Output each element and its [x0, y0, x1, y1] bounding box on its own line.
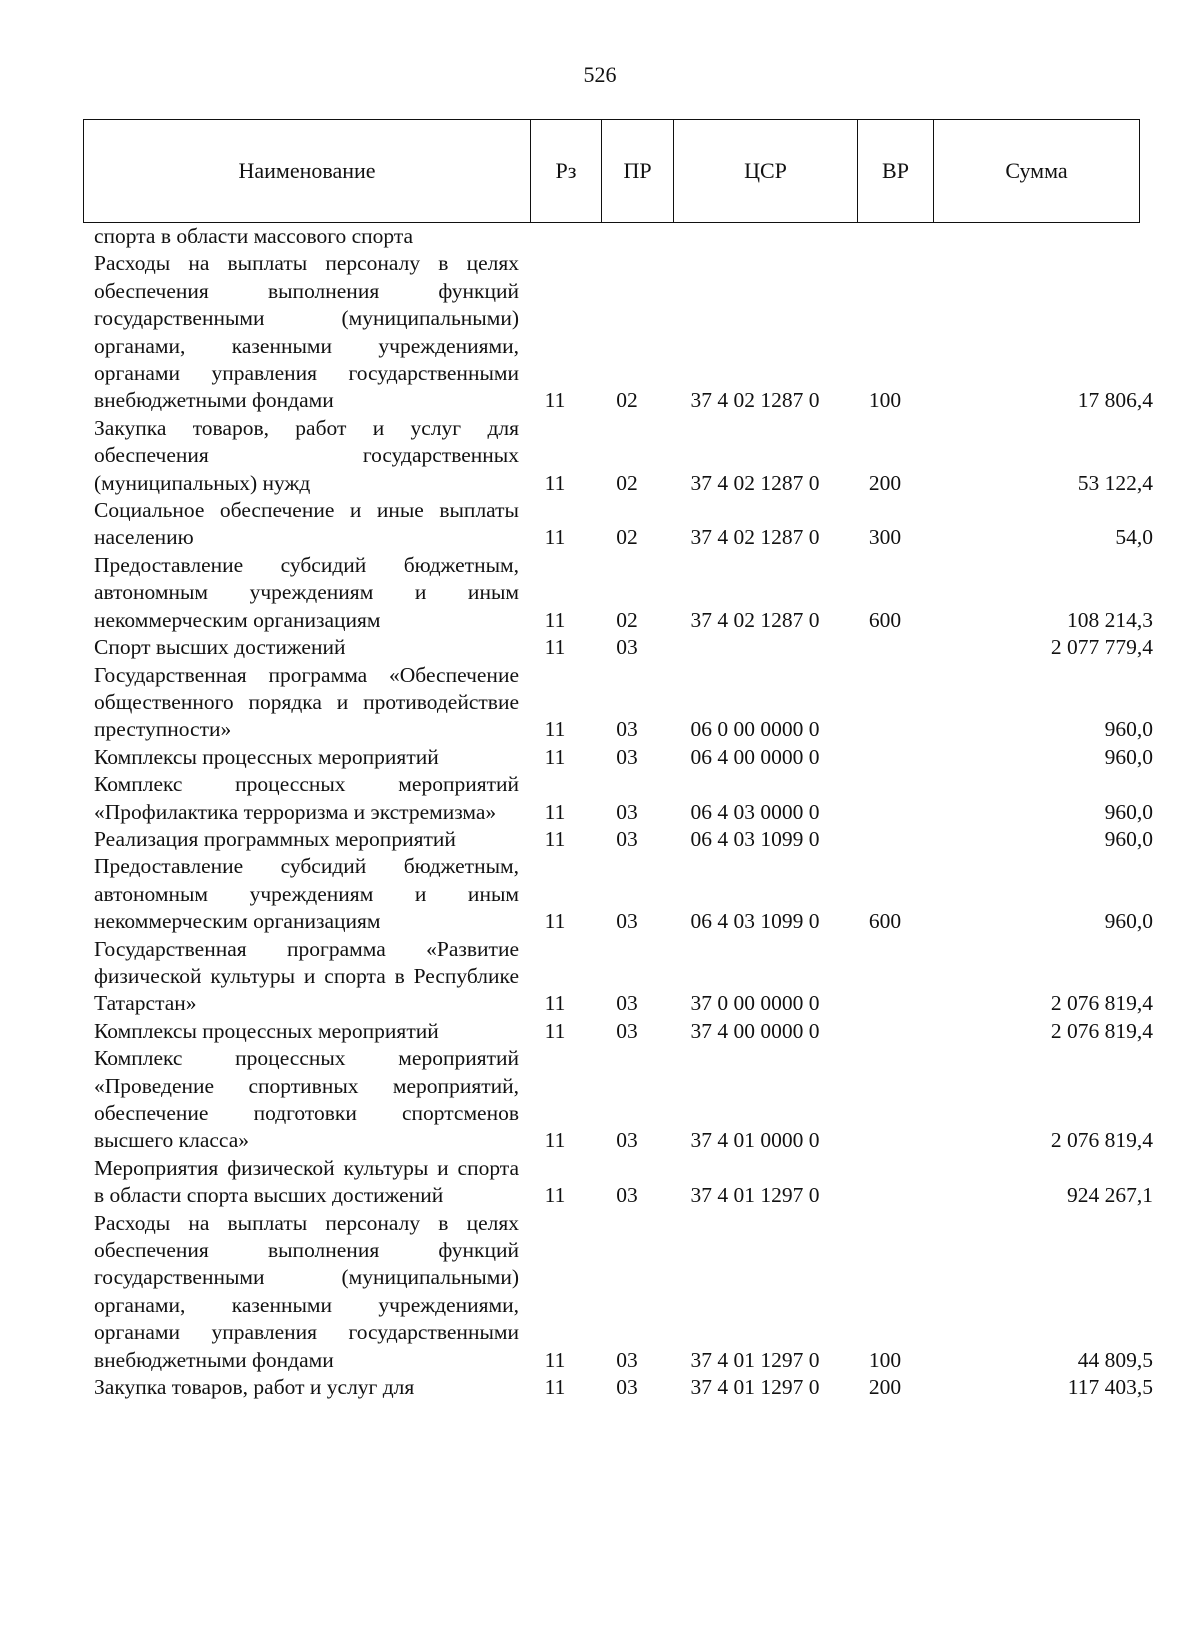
row-vr: 600 — [868, 909, 902, 934]
row-sum: 17 806,4 — [1077, 388, 1153, 413]
table-row — [0, 744, 1200, 771]
row-pr: 03 — [616, 1375, 638, 1400]
row-pr: 02 — [616, 607, 638, 632]
row-sum: 2 076 819,4 — [1050, 1018, 1153, 1043]
row-name: Спорт высших достижений — [94, 635, 346, 660]
row-csr: 37 4 01 1297 0 — [690, 1347, 820, 1372]
row-csr: 06 0 00 0000 0 — [690, 717, 820, 742]
header-vr: ВР — [857, 120, 933, 222]
row-sum: 108 214,3 — [1067, 607, 1153, 632]
row-sum: 960,0 — [1104, 909, 1153, 934]
row-sum: 53 122,4 — [1077, 470, 1153, 495]
row-pr: 03 — [616, 799, 638, 824]
table-row — [0, 223, 1200, 250]
row-name: спорта в области массового спорта — [94, 224, 414, 248]
row-sum: 924 267,1 — [1067, 1183, 1153, 1208]
row-pr: 03 — [616, 991, 638, 1016]
row-sum: 54,0 — [1115, 525, 1153, 550]
header-name: Наименование — [238, 158, 376, 183]
row-sum: 960,0 — [1104, 799, 1153, 824]
table-row — [0, 552, 1200, 634]
table-row — [0, 634, 1200, 661]
row-name: Предоставление субсидий бюджетным, автономным учреждениям и иным некоммерческим организациям — [94, 854, 519, 934]
row-vr: 300 — [868, 525, 902, 550]
row-name: Расходы на выплаты персоналу в целях обеспечения выполнения функций государственными (муниципальными) органами, казенными учреждениями, органами управления государственными внебюджетными фондами — [94, 1210, 519, 1372]
page-number: 526 — [583, 62, 617, 87]
row-vr: 100 — [868, 1347, 902, 1372]
row-csr: 06 4 00 0000 0 — [690, 744, 820, 769]
row-sum: 960,0 — [1104, 744, 1153, 769]
row-csr: 06 4 03 1099 0 — [690, 826, 820, 851]
row-csr: 37 0 00 0000 0 — [690, 991, 820, 1016]
row-rz: 11 — [544, 744, 566, 769]
table-row — [0, 826, 1200, 853]
table-row — [0, 1210, 1200, 1374]
row-rz: 11 — [544, 607, 566, 632]
row-vr: 600 — [868, 607, 902, 632]
row-name: Комплексы процессных мероприятий — [94, 744, 439, 769]
table-row — [0, 415, 1200, 497]
row-vr: 200 — [868, 1375, 902, 1400]
header-csr: ЦСР — [673, 120, 857, 222]
row-csr: 37 4 01 1297 0 — [690, 1183, 820, 1208]
row-rz: 11 — [544, 1183, 566, 1208]
row-csr: 37 4 02 1287 0 — [690, 607, 820, 632]
row-sum: 960,0 — [1104, 826, 1153, 851]
row-csr: 06 4 03 0000 0 — [690, 799, 820, 824]
row-name: Государственная программа «Развитие физической культуры и спорта в Республике Татарстан» — [94, 936, 519, 1016]
table-row — [0, 1374, 1200, 1401]
row-csr: 37 4 02 1287 0 — [690, 388, 820, 413]
row-pr: 03 — [616, 826, 638, 851]
table-row — [0, 662, 1200, 744]
table-row — [0, 1018, 1200, 1045]
row-sum: 2 076 819,4 — [1050, 1128, 1153, 1153]
row-name: Мероприятия физической культуры и спорта в области спорта высших достижений — [94, 1155, 519, 1208]
row-name: Закупка товаров, работ и услуг для — [94, 1375, 415, 1400]
table-row — [0, 853, 1200, 935]
table-row — [0, 1045, 1200, 1155]
row-vr: 200 — [868, 470, 902, 495]
header-rz: Рз — [530, 120, 601, 222]
row-pr: 02 — [616, 388, 638, 413]
row-csr: 37 4 01 0000 0 — [690, 1128, 820, 1153]
table-header — [83, 119, 1140, 223]
table-row — [0, 771, 1200, 826]
table-row — [0, 497, 1200, 552]
row-sum: 2 076 819,4 — [1050, 991, 1153, 1016]
row-name: Комплексы процессных мероприятий — [94, 1018, 439, 1043]
row-pr: 03 — [616, 1183, 638, 1208]
row-rz: 11 — [544, 909, 566, 934]
row-rz: 11 — [544, 1128, 566, 1153]
header-sum: Сумма — [933, 120, 1139, 222]
row-pr: 03 — [616, 1018, 638, 1043]
row-pr: 02 — [616, 525, 638, 550]
row-rz: 11 — [544, 525, 566, 550]
row-sum: 117 403,5 — [1067, 1375, 1153, 1400]
row-pr: 03 — [616, 744, 638, 769]
row-rz: 11 — [544, 717, 566, 742]
table-body — [0, 223, 1200, 1401]
table-row — [0, 1155, 1200, 1210]
row-name: Комплекс процессных мероприятий «Профилактика терроризма и экстремизма» — [94, 772, 519, 824]
row-pr: 03 — [616, 717, 638, 742]
row-rz: 11 — [544, 470, 566, 495]
row-csr: 06 4 03 1099 0 — [690, 909, 820, 934]
row-csr: 37 4 00 0000 0 — [690, 1018, 820, 1043]
row-name: Государственная программа «Обеспечение общественного порядка и противодействие преступности» — [94, 662, 519, 742]
row-name: Комплекс процессных мероприятий «Проведение спортивных мероприятий, обеспечение подготовки спортсменов высшего класса» — [94, 1046, 519, 1153]
row-rz: 11 — [544, 388, 566, 413]
row-csr: 37 4 01 1297 0 — [690, 1375, 820, 1400]
row-name: Реализация программных мероприятий — [94, 826, 456, 851]
row-name: Расходы на выплаты персоналу в целях обеспечения выполнения функций государственными (муниципальными) органами, казенными учреждениями, органами управления государственными внебюджетными фондами — [94, 251, 519, 413]
row-rz: 11 — [544, 635, 566, 660]
row-rz: 11 — [544, 826, 566, 851]
row-rz: 11 — [544, 1347, 566, 1372]
row-vr: 100 — [868, 388, 902, 413]
table-row — [0, 936, 1200, 1018]
row-pr: 03 — [616, 909, 638, 934]
row-csr: 37 4 02 1287 0 — [690, 525, 820, 550]
row-rz: 11 — [544, 799, 566, 824]
table-row — [0, 250, 1200, 414]
row-rz: 11 — [544, 991, 566, 1016]
row-sum: 2 077 779,4 — [1050, 635, 1153, 660]
header-pr: ПР — [601, 120, 673, 222]
row-sum: 44 809,5 — [1077, 1347, 1153, 1372]
row-pr: 03 — [616, 1128, 638, 1153]
row-pr: 03 — [616, 635, 638, 660]
row-name: Предоставление субсидий бюджетным, автономным учреждениям и иным некоммерческим организациям — [94, 552, 519, 632]
row-sum: 960,0 — [1104, 717, 1153, 742]
row-rz: 11 — [544, 1018, 566, 1043]
row-pr: 02 — [616, 470, 638, 495]
row-rz: 11 — [544, 1375, 566, 1400]
row-name: Социальное обеспечение и иные выплаты населению — [94, 498, 519, 550]
row-csr: 37 4 02 1287 0 — [690, 470, 820, 495]
row-pr: 03 — [616, 1347, 638, 1372]
row-name: Закупка товаров, работ и услуг для обеспечения государственных (муниципальных) нужд — [94, 415, 519, 495]
